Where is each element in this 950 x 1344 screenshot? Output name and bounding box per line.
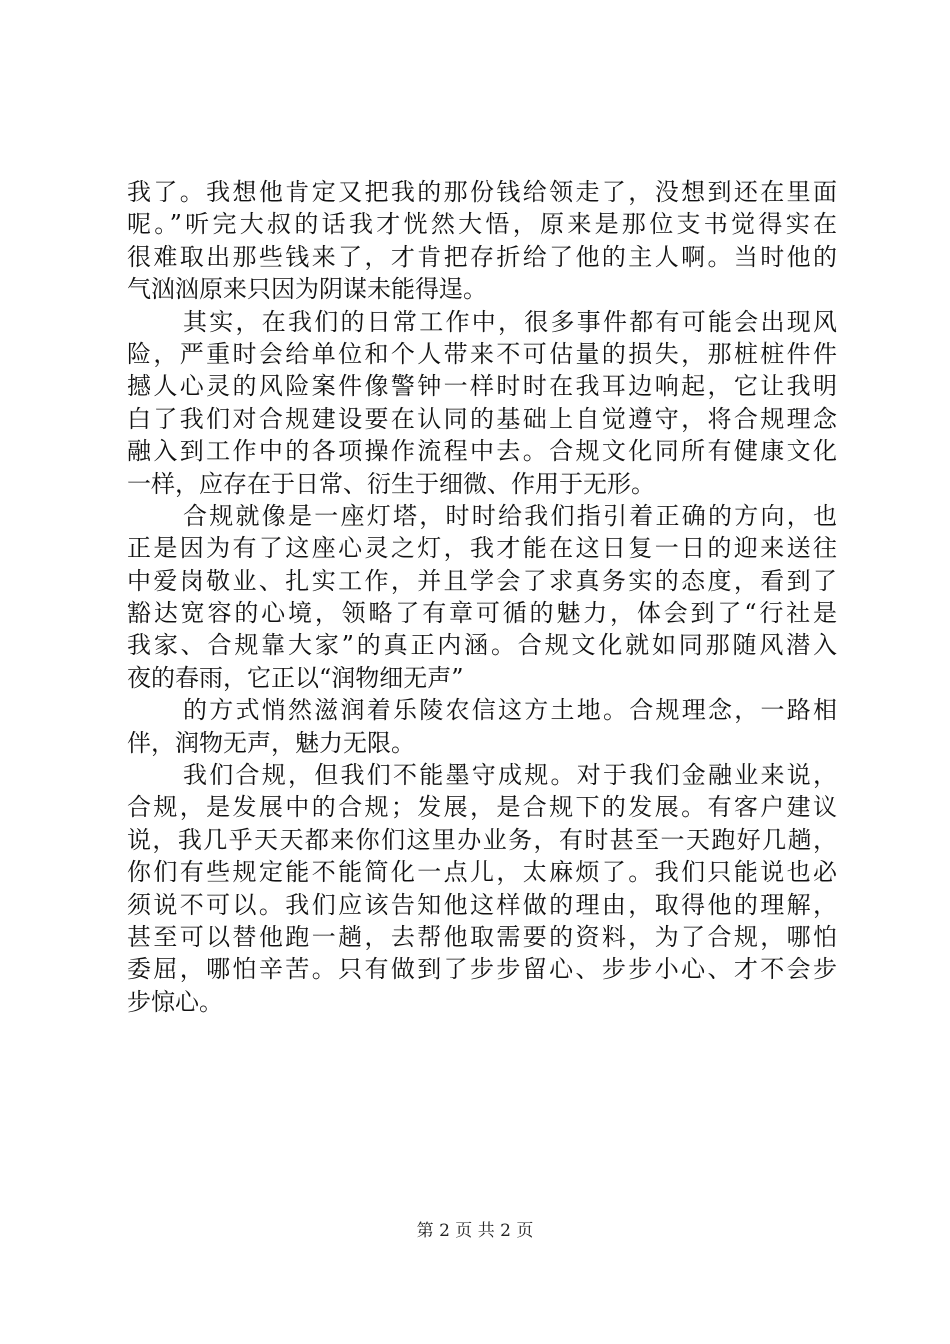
text-line: 的方式悄然滋润着乐陵农信这方土地。合规理念，一路相 bbox=[183, 696, 837, 725]
text-line: 你们有些规定能不能简化一点儿，太麻烦了。我们只能说也必 bbox=[127, 858, 837, 887]
text-line: 步惊心。 bbox=[127, 987, 223, 1016]
text-line: 气汹汹原来只因为阴谋未能得逞。 bbox=[127, 275, 487, 304]
text-line: 合规就像是一座灯塔，时时给我们指引着正确的方向，也 bbox=[183, 501, 837, 530]
text-line: 夜的春雨，它正以“润物细无声” bbox=[127, 663, 464, 692]
text-line: 我家、合规靠大家”的真正内涵。合规文化就如同那随风潜入 bbox=[127, 631, 837, 660]
paragraph-2 bbox=[127, 306, 837, 500]
text-line: 撼人心灵的风险案件像警钟一样时时在我耳边响起，它让我明 bbox=[127, 372, 837, 401]
text-line: 豁达宽容的心境，领略了有章可循的魅力，体会到了“行社是 bbox=[127, 599, 837, 628]
text-line: 很难取出那些钱来了，才肯把存折给了他的主人啊。当时他的 bbox=[127, 242, 837, 271]
paragraph-1 bbox=[127, 176, 837, 306]
text-line: 说，我几乎天天都来你们这里办业务，有时甚至一天跑好几趟， bbox=[127, 825, 837, 854]
text-line: 须说不可以。我们应该告知他这样做的理由，取得他的理解， bbox=[127, 890, 837, 919]
text-line: 融入到工作中的各项操作流程中去。合规文化同所有健康文化 bbox=[127, 437, 837, 466]
text-line: 白了我们对合规建设要在认同的基础上自觉遵守，将合规理念 bbox=[127, 404, 837, 433]
text-line: 险，严重时会给单位和个人带来不可估量的损失，那桩桩件件 bbox=[127, 339, 837, 368]
text-line: 呢。”听完大叔的话我才恍然大悟，原来是那位支书觉得实在 bbox=[127, 210, 837, 239]
paragraph-5 bbox=[127, 759, 837, 1018]
page-number-footer: 第 2 页 共 2 页 bbox=[416, 1221, 534, 1241]
paragraph-3 bbox=[127, 500, 837, 694]
document-body bbox=[127, 176, 837, 1018]
text-line: 甚至可以替他跑一趟，去帮他取需要的资料，为了合规，哪怕 bbox=[127, 922, 837, 951]
text-line: 中爱岗敬业、扎实工作，并且学会了求真务实的态度，看到了 bbox=[127, 566, 837, 595]
text-line: 合规，是发展中的合规；发展，是合规下的发展。有客户建议 bbox=[127, 793, 837, 822]
paragraph-4 bbox=[127, 694, 837, 759]
text-line: 我们合规，但我们不能墨守成规。对于我们金融业来说， bbox=[183, 761, 837, 790]
text-line: 其实，在我们的日常工作中，很多事件都有可能会出现风 bbox=[183, 307, 837, 336]
text-line: 一样，应存在于日常、衍生于细微、作用于无形。 bbox=[127, 469, 655, 498]
text-line: 伴，润物无声，魅力无限。 bbox=[127, 728, 415, 757]
text-line: 委屈，哪怕辛苦。只有做到了步步留心、步步小心、才不会步 bbox=[127, 955, 837, 984]
text-line: 正是因为有了这座心灵之灯，我才能在这日复一日的迎来送往 bbox=[127, 534, 837, 563]
text-line: 我了。我想他肯定又把我的那份钱给领走了，没想到还在里面 bbox=[127, 178, 837, 206]
